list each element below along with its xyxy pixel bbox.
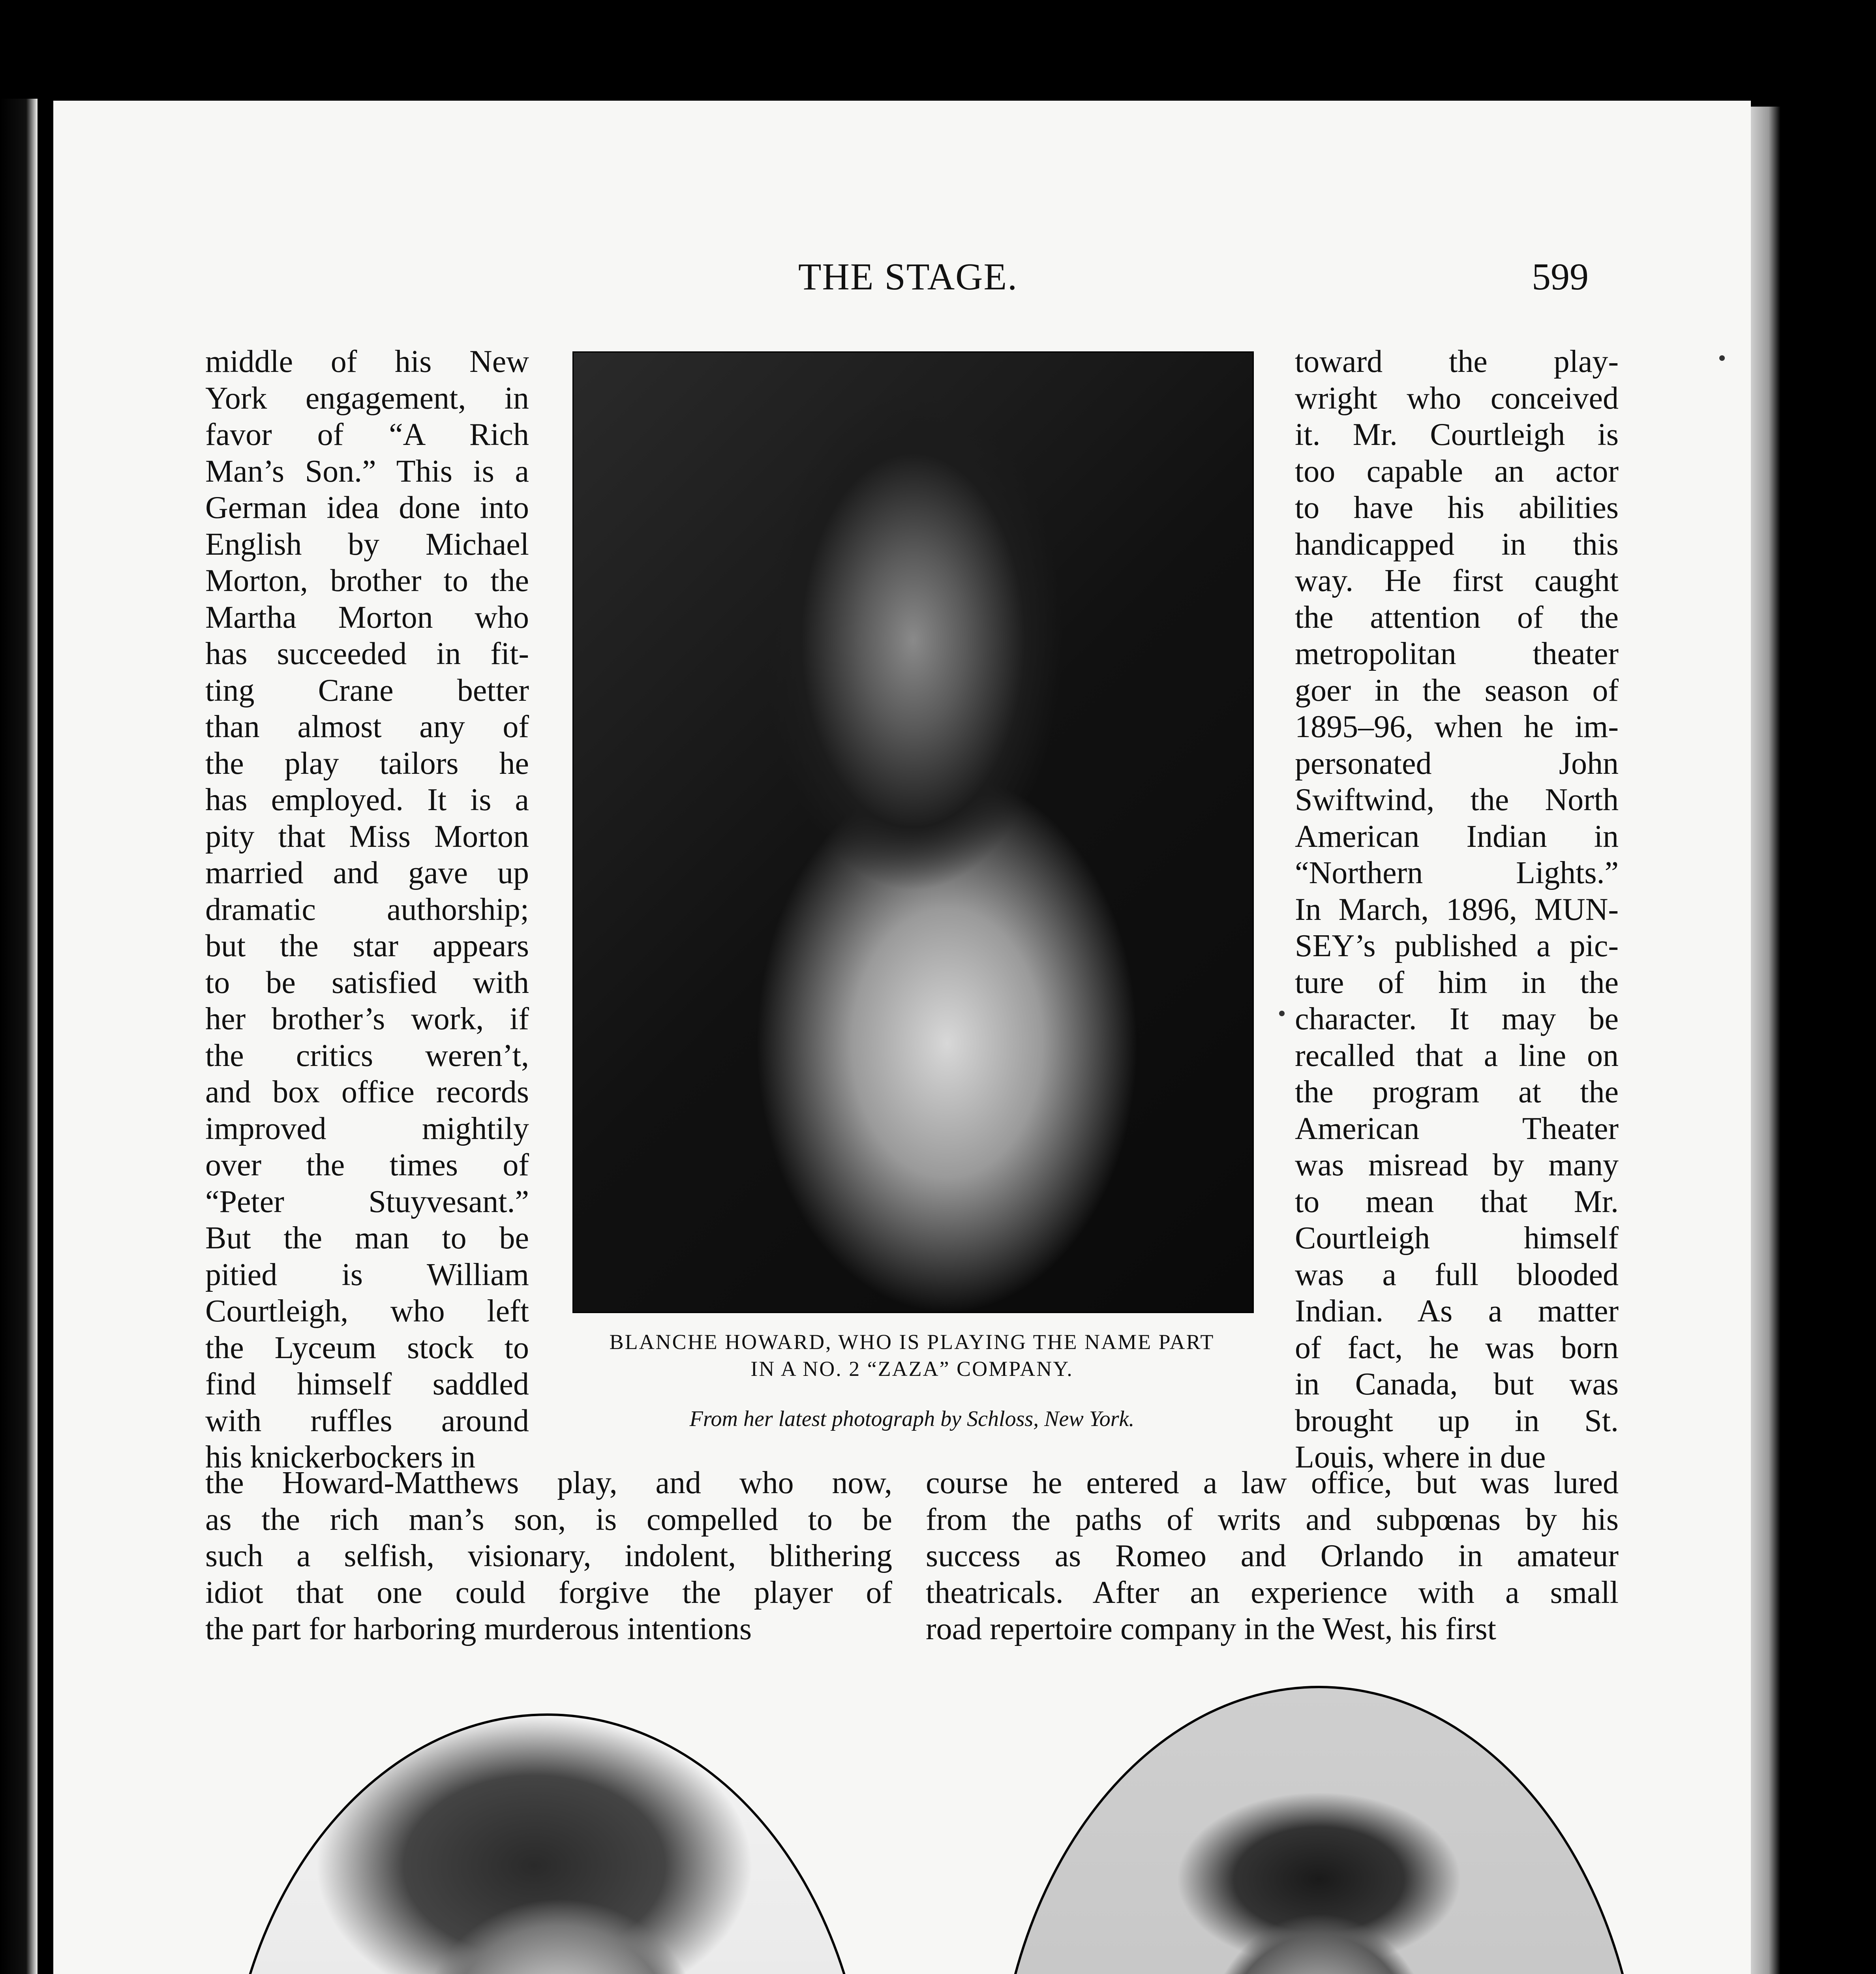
text-line: it. Mr. Courtleigh is	[1295, 417, 1619, 452]
text-line: from the paths of writs and subpœnas by his	[926, 1502, 1619, 1537]
text-line: Morton, brother to the	[205, 563, 529, 598]
text-line: favor of “A Rich	[205, 417, 529, 452]
text-line: has succeeded in fit-	[205, 636, 529, 671]
text-line: wright who conceived	[1295, 381, 1619, 416]
text-line: way. He first caught	[1295, 563, 1619, 598]
text-line: too capable an actor	[1295, 454, 1619, 489]
text-line: toward the play-	[1295, 344, 1619, 379]
text-line: in Canada, but was	[1295, 1367, 1619, 1402]
text-line: as the rich man’s son, is compelled to be	[205, 1502, 892, 1537]
left-text-column	[205, 343, 529, 1476]
text-line: dramatic authorship;	[205, 892, 529, 927]
text-line: pity that Miss Morton	[205, 819, 529, 854]
text-line: than almost any of	[205, 709, 529, 744]
text-line: the program at the	[1295, 1075, 1619, 1109]
text-line: American Indian in	[1295, 819, 1619, 854]
text-line: ture of him in the	[1295, 965, 1619, 1000]
portrait-image	[574, 353, 1253, 1312]
text-line: York engagement, in	[205, 381, 529, 416]
running-header: THE STAGE.	[798, 255, 1018, 298]
text-line: 1895–96, when he im-	[1295, 709, 1619, 744]
text-line: In March, 1896, MUN-	[1295, 892, 1619, 927]
text-line: the play tailors he	[205, 746, 529, 781]
credit-blanche: From her latest photograph by Schloss, New York.	[689, 1407, 1135, 1431]
text-line: her brother’s work, if	[205, 1002, 529, 1036]
text-line: the part for harboring murderous intentions	[205, 1612, 752, 1646]
text-line: goer in the season of	[1295, 673, 1619, 708]
caption-line: IN A NO. 2 “ZAZA” COMPANY.	[750, 1357, 1073, 1381]
text-line: personated John	[1295, 746, 1619, 781]
text-line: to mean that Mr.	[1295, 1184, 1619, 1219]
caption-blanche	[553, 1329, 1271, 1382]
text-line: metropolitan theater	[1295, 636, 1619, 671]
text-line: recalled that a line on	[1295, 1038, 1619, 1073]
page-edge	[1751, 107, 1780, 1974]
text-line: of fact, he was born	[1295, 1330, 1619, 1365]
text-line: Courtleigh himself	[1295, 1221, 1619, 1255]
text-line: the critics weren’t,	[205, 1038, 529, 1073]
text-line: idiot that one could forgive the player of	[205, 1575, 892, 1610]
text-line: married and gave up	[205, 856, 529, 890]
text-line: Indian. As a matter	[1295, 1294, 1619, 1329]
text-line: theatricals. After an experience with a small	[926, 1575, 1619, 1610]
text-line: pitied is William	[205, 1257, 529, 1292]
text-line: but the star appears	[205, 929, 529, 963]
page-speck	[1719, 355, 1725, 361]
text-line: middle of his New	[205, 344, 529, 379]
text-line: to be satisfied with	[205, 965, 529, 1000]
text-line: road repertoire company in the West, his first	[926, 1612, 1496, 1646]
text-line: was misread by many	[1295, 1148, 1619, 1182]
book-spine	[0, 99, 38, 1974]
text-line: Courtleigh, who left	[205, 1294, 529, 1329]
text-line: “Northern Lights.”	[1295, 856, 1619, 890]
text-line: has employed. It is a	[205, 782, 529, 817]
text-line: handicapped in this	[1295, 527, 1619, 562]
text-line: the Lyceum stock to	[205, 1330, 529, 1365]
bottom-left-text	[205, 1465, 892, 1648]
page-speck	[1279, 1011, 1285, 1016]
text-line: improved mightily	[205, 1111, 529, 1146]
text-line: success as Romeo and Orlando in amateur	[926, 1539, 1619, 1573]
page-number: 599	[1532, 255, 1589, 298]
text-line: Martha Morton who	[205, 600, 529, 635]
text-line: ting Crane better	[205, 673, 529, 708]
text-line: SEY’s published a pic-	[1295, 929, 1619, 963]
text-line: English by Michael	[205, 527, 529, 562]
text-line: the attention of the	[1295, 600, 1619, 635]
photo-blanche-howard	[572, 351, 1254, 1313]
text-line: and box office records	[205, 1075, 529, 1109]
text-line: find himself saddled	[205, 1367, 529, 1402]
text-line: American Theater	[1295, 1111, 1619, 1146]
text-line: the Howard-Matthews play, and who now,	[205, 1465, 892, 1500]
text-line: over the times of	[205, 1148, 529, 1182]
text-line: German idea done into	[205, 490, 529, 525]
text-line: brought up in St.	[1295, 1403, 1619, 1438]
text-line: such a selfish, visionary, indolent, blithering	[205, 1539, 892, 1573]
text-line: course he entered a law office, but was lured	[926, 1465, 1619, 1500]
text-line: Louis, where in due	[1295, 1440, 1546, 1475]
text-line: “Peter Stuyvesant.”	[205, 1184, 529, 1219]
right-text-column	[1295, 343, 1619, 1476]
text-line: Swiftwind, the North	[1295, 782, 1619, 817]
text-line: Man’s Son.” This is a	[205, 454, 529, 489]
text-line: with ruffles around	[205, 1403, 529, 1438]
text-line: was a full blooded	[1295, 1257, 1619, 1292]
bottom-right-text	[926, 1465, 1619, 1648]
text-line: But the man to be	[205, 1221, 529, 1255]
text-line: his knickerbockers in	[205, 1440, 476, 1475]
caption-line: BLANCHE HOWARD, WHO IS PLAYING THE NAME PART	[609, 1330, 1215, 1354]
text-line: character. It may be	[1295, 1002, 1619, 1036]
text-line: to have his abilities	[1295, 490, 1619, 525]
